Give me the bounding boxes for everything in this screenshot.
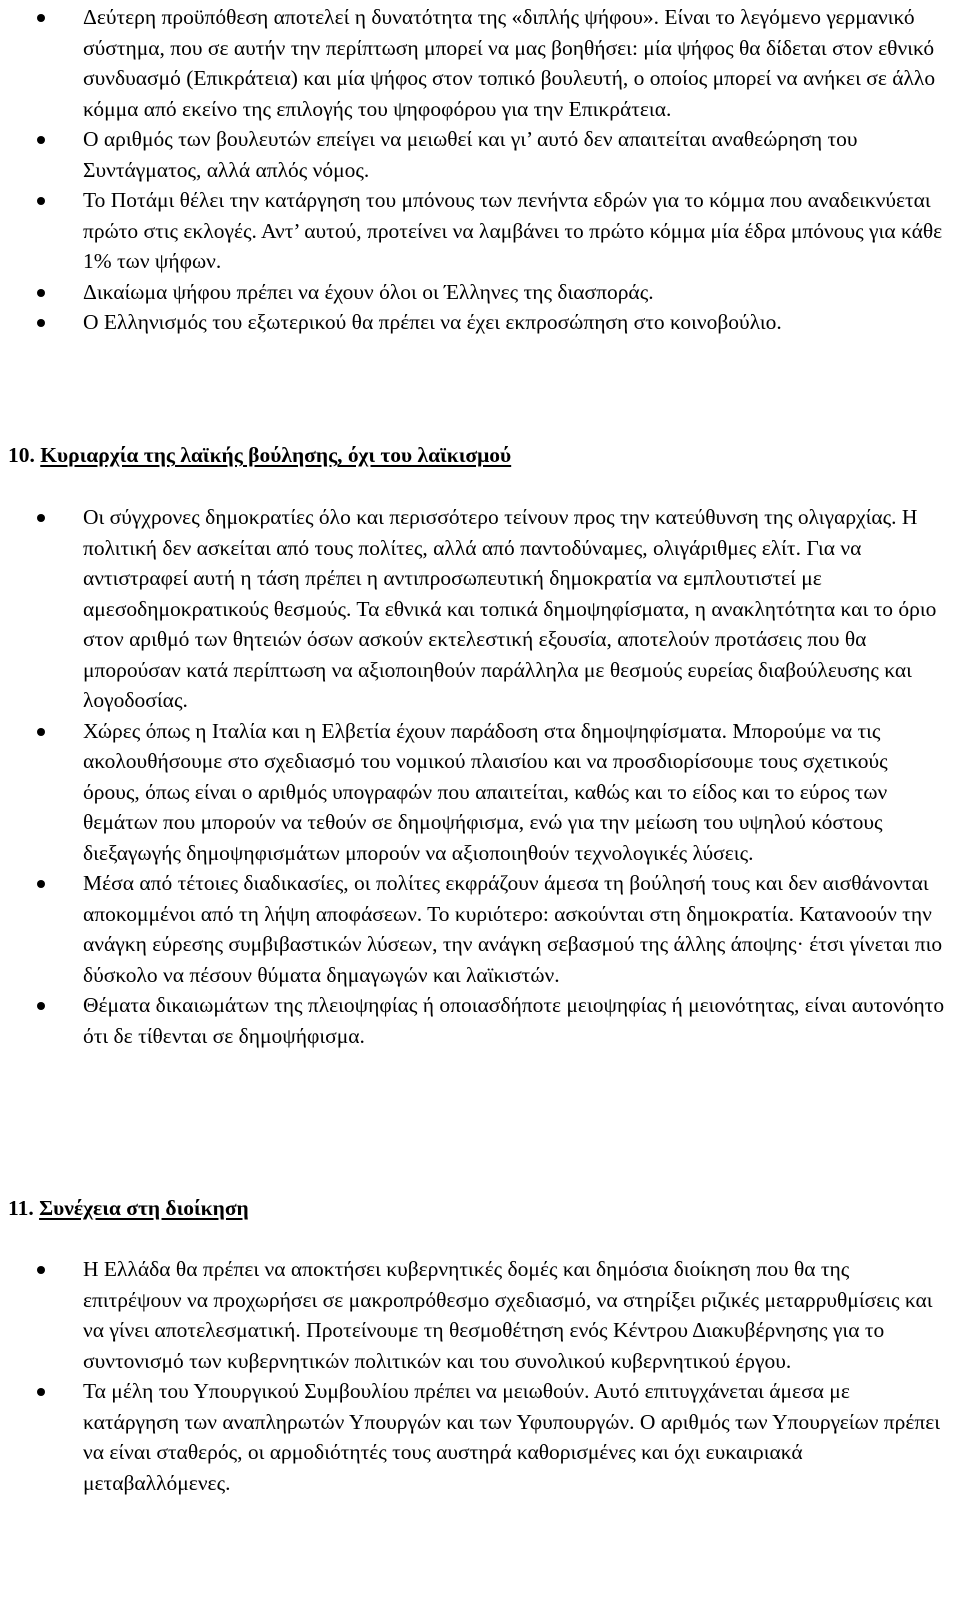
list-item-text: Χώρες όπως η Ιταλία και η Ελβετία έχουν παράδοση στα δημοψηφίσματα. Μπορούμε να τις ακολουθήσουμε στο σχεδιασμό του νομικού πλαισίου και να προσδιορίσουμε τους σχετικούς όρους, όπως είναι ο αριθμός υπογραφών που απαιτείται, καθώς και το είδος και το εύρος των θεμάτων που μπορούν να τεθούν σε δημοψήφισμα, ενώ για την μείωση του υψηλού κόστους διεξαγωγής δημοψηφισμάτων μπορούν να αξιοποιηθούν τεχνολογικές λύσεις. [83, 718, 888, 865]
list-item-text: Τα μέλη του Υπουργικού Συμβουλίου πρέπει να μειωθούν. Αυτό επιτυγχάνεται άμεσα με κατάργηση των αναπληρωτών Υπουργών και των Υφυπουργών. Ο αριθμός των Υπουργείων πρέπει να είναι σταθερός, οι αρμοδιότητές τους αυστηρά καθορισμένες και όχι ευκαιριακά μεταβαλλόμενες. [83, 1379, 941, 1495]
list-item [0, 1376, 960, 1498]
bullet-list-popular-will [0, 502, 960, 1051]
list-item [0, 2, 960, 124]
list-item [0, 277, 960, 308]
bullet-icon [37, 880, 45, 888]
bullet-icon [37, 1266, 45, 1274]
bullet-list-administration [0, 1254, 960, 1498]
list-item [0, 716, 960, 869]
bullet-icon [37, 514, 45, 522]
list-item-text: Η Ελλάδα θα πρέπει να αποκτήσει κυβερνητικές δομές και δημόσια διοίκηση που θα της επιτρέψουν να προχωρήσει σε μακροπρόθεσμο σχεδιασμό, να στηρίξει ριζικές μεταρρυθμίσεις και να γίνει αποτελεσματική. Προτείνουμε τη θεσμοθέτηση ενός Κέντρου Διακυβέρνησης για το συντονισμό των κυβερνητικών πολιτικών και του συνολικού κυβερνητικού έργου. [83, 1257, 933, 1373]
list-item-text: Θέματα δικαιωμάτων της πλειοψηφίας ή οποιασδήποτε μειοψηφίας ή μειονότητας, είναι αυτονόητο ότι δε τίθενται σε δημοψήφισμα. [83, 993, 945, 1048]
bullet-icon [37, 728, 45, 736]
list-item [0, 124, 960, 185]
bullet-icon [37, 1002, 45, 1010]
list-item [0, 1254, 960, 1376]
list-item-text: Το Ποτάμι θέλει την κατάργηση του μπόνους των πενήντα εδρών για το κόμμα που αναδεικνύεται πρώτο στις εκλογές. Αντ’ αυτού, προτείνει να λαμβάνει το πρώτο κόμμα μία έδρα μπόνους για κάθε 1% των ψήφων. [83, 188, 943, 273]
bullet-icon [37, 319, 45, 327]
list-item-text: Ο αριθμός των βουλευτών επείγει να μειωθεί και γι’ αυτό δεν απαιτείται αναθεώρηση του Συντάγματος, αλλά απλός νόμος. [83, 127, 858, 182]
list-item-text: Ο Ελληνισμός του εξωτερικού θα πρέπει να έχει εκπροσώπηση στο κοινοβούλιο. [83, 310, 782, 334]
bullet-icon [37, 14, 45, 22]
bullet-icon [37, 197, 45, 205]
list-item-text: Μέσα από τέτοιες διαδικασίες, οι πολίτες εκφράζουν άμεσα τη βούλησή τους και δεν αισθάνονται αποκομμένοι από τη λήψη αποφάσεων. Το κυριότερο: ασκούνται στη δημοκρατία. Κατανοούν την ανάγκη εύρεσης συμβιβαστικών λύσεων, την ανάγκη σεβασμού της άλλης άποψης· έτσι γίνεται πιο δύσκολο να πέσουν θύματα δημαγωγών και λαϊκιστών. [83, 871, 943, 987]
list-item [0, 307, 960, 338]
list-item [0, 185, 960, 277]
list-item-text: Δικαίωμα ψήφου πρέπει να έχουν όλοι οι Έλληνες της διασποράς. [83, 279, 654, 304]
section-title: Κυριαρχία της λαϊκής βούλησης, όχι του λαϊκισμού [40, 443, 512, 467]
list-item [0, 502, 960, 716]
list-item-text: Οι σύγχρονες δημοκρατίες όλο και περισσότερο τείνουν προς την κατεύθυνση της ολιγαρχίας. Η πολιτική δεν ασκείται από τους πολίτες, αλλά από παντοδύναμες, ολιγάριθμες ελίτ. Για να αντιστραφεί αυτή η τάση πρέπει η αντιπροσωπευτική δημοκρατία να εμπλουτιστεί με αμεσοδημοκρατικούς θεσμούς. Τα εθνικά και τοπικά δημοψηφίσματα, η ανακλητότητα και το όριο στον αριθμό των θητειών όσων ασκούν εκτελεστική εξουσία, αποτελούν προτάσεις που θα μπορούσαν κατά περίπτωση να αξιοποιηθούν παράλληλα με θεσμούς ευρείας διαβούλευσης και λογοδοσίας. [83, 505, 937, 712]
list-item-text: Δεύτερη προϋπόθεση αποτελεί η δυνατότητα της «διπλής ψήφου». Είναι το λεγόμενο γερμανικό σύστημα, που σε αυτήν την περίπτωση μπορεί να μας βοηθήσει: μία ψήφος θα δίδεται στον εθνικό συνδυασμό (Επικράτεια) και μία ψήφος στον τοπικό βουλευτή, ο οποίος μπορεί να ανήκει σε άλλο κόμμα από εκείνο της επιλογής του ψηφοφόρου για την Επικράτεια. [83, 5, 936, 121]
bullet-icon [37, 1388, 45, 1396]
section-number: 10. [8, 443, 35, 467]
section-heading-11 [8, 1193, 249, 1223]
section-number: 11. [8, 1196, 34, 1220]
list-item [0, 868, 960, 990]
section-heading-10 [8, 440, 511, 470]
bullet-icon [37, 289, 45, 297]
bullet-list-electoral [0, 2, 960, 338]
list-item [0, 990, 960, 1051]
bullet-icon [37, 136, 45, 144]
section-title: Συνέχεια στη διοίκηση [39, 1196, 249, 1220]
